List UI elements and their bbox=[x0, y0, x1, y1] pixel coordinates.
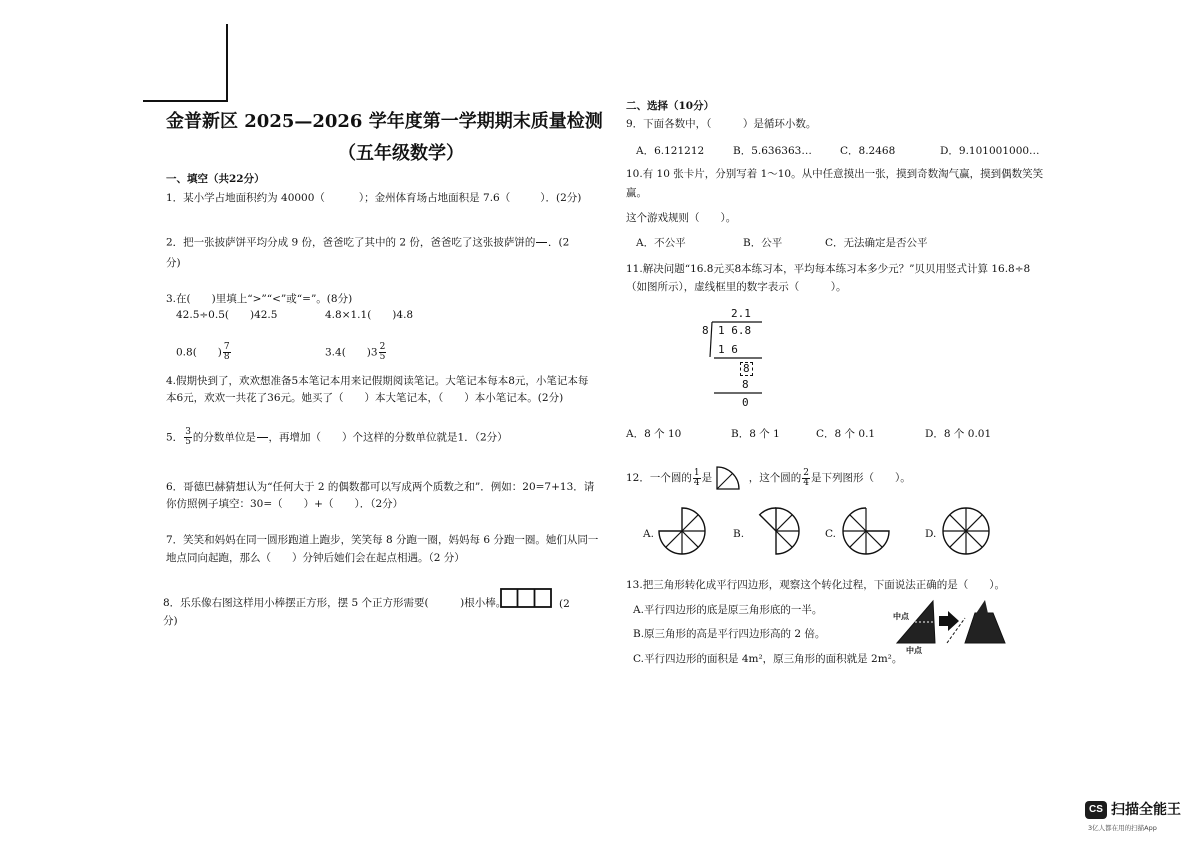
q10-line-2: 赢。 bbox=[626, 187, 647, 199]
q2-part-c: 分) bbox=[166, 257, 181, 269]
matchstick-squares-figure bbox=[500, 588, 552, 608]
scanner-logo-icon: CS bbox=[1085, 801, 1107, 819]
q5-text-1: 的分数单位是 bbox=[192, 431, 256, 444]
q11-option-a: A．8 个 10 bbox=[626, 428, 682, 440]
q3-item-3-denominator: 8 bbox=[223, 352, 230, 362]
q12-option-a-label: A. bbox=[643, 528, 654, 540]
division-remainder: 0 bbox=[742, 396, 749, 409]
q11-option-c: C．8 个 0.1 bbox=[816, 428, 876, 440]
q12-option-c-label: C. bbox=[825, 528, 836, 540]
q11-option-b: B．8 个 1 bbox=[731, 428, 780, 440]
q13-stem: 13.把三角形转化成平行四边形，观察这个转化过程，下面说法正确的是（ ）。 bbox=[626, 579, 1005, 591]
q13-option-c: C.平行四边形的面积是 4m²，原三角形的面积就是 2m²。 bbox=[633, 653, 903, 665]
q12-text-a: 12．一个圆的 bbox=[626, 472, 692, 484]
q7-line-2: 地点同向起跑，那么（ ）分钟后她们会在起点相遇。（2 分） bbox=[166, 552, 465, 564]
q11-line-1: 11.解决问题“16.8元买8本练习本，平均每本练习本多少元？”贝贝用竖式计算 16.8÷8 bbox=[626, 263, 1031, 275]
q3-item-2: 4.8×1.1( )4.8 bbox=[325, 309, 414, 321]
q12-option-c-figure bbox=[840, 505, 892, 557]
division-bracket-lines bbox=[698, 305, 768, 413]
q13-midpoint-label-1: 中点 bbox=[893, 611, 909, 621]
section1-heading: 一、填空（共22分） bbox=[166, 173, 265, 185]
q12-fraction-1-numerator: 1 bbox=[693, 467, 700, 478]
q3-item-4 bbox=[325, 343, 387, 362]
q3-item-1: 42.5÷0.5( )42.5 bbox=[176, 309, 278, 321]
scanner-tagline: 3亿人都在用的扫描App bbox=[1088, 824, 1157, 832]
division-step-1: 1 6 bbox=[718, 343, 738, 356]
division-step-2: 8 bbox=[742, 378, 749, 391]
q7-line-1: 7．笑笑和妈妈在同一圆形跑道上跑步，笑笑每 8 分跑一圈，妈妈每 6 分跑一圈。她们从同一 bbox=[166, 534, 599, 546]
q10-line-3: 这个游戏规则（ ）。 bbox=[626, 212, 737, 224]
question-5 bbox=[166, 428, 508, 447]
q1-part-a: 1．某小学占地面积约为 40000（ bbox=[166, 192, 325, 204]
q5-numerator: 3 bbox=[185, 427, 191, 437]
q12-option-b-figure bbox=[750, 505, 802, 557]
q4-line-2: 本6元，欢欢一共花了36元。她买了（ ）本大笔记本，（ ）本小笔记本。(2分) bbox=[166, 392, 564, 404]
q3-item-4-fraction bbox=[379, 343, 387, 362]
q12-option-a-figure bbox=[656, 505, 708, 557]
q11-line-2: （如图所示），虚线框里的数字表示（ ）。 bbox=[626, 281, 847, 293]
exam-title: 金普新区 2025—2026 学年度第一学期期末质量检测 bbox=[166, 111, 603, 132]
q12-option-b-label: B. bbox=[733, 528, 745, 540]
q10-line-1: 10.有 10 张卡片，分别写着 1～10。从中任意摸出一张，摸到奇数淘气赢，摸到偶数笑笑 bbox=[626, 168, 1044, 180]
question-2 bbox=[166, 233, 569, 252]
right-arrow-icon bbox=[939, 611, 959, 631]
q12-fraction-2 bbox=[802, 469, 810, 488]
q13-option-b: B.原三角形的高是平行四边形高的 2 倍。 bbox=[633, 628, 826, 640]
q13-midpoint-label-2: 中点 bbox=[906, 645, 922, 655]
q12-text-e: 是下列图形（ ）。 bbox=[811, 472, 911, 484]
division-dividend: 1 6.8 bbox=[718, 324, 752, 337]
division-divisor: 8 bbox=[702, 324, 709, 337]
question-1 bbox=[166, 191, 581, 205]
scanner-brand-name: 扫描全能王 bbox=[1111, 802, 1181, 818]
q2-part-a: 2．把一张披萨饼平均分成 9 份，爸爸吃了其中的 2 份，爸爸吃了这张披萨饼的 bbox=[166, 236, 536, 249]
q5-denominator: 5 bbox=[185, 437, 191, 447]
q12-fraction-1-denominator: 4 bbox=[693, 477, 700, 488]
q11-option-d: D．8 个 0.01 bbox=[925, 428, 992, 440]
q12-option-d-label: D. bbox=[925, 528, 937, 540]
q9-stem: 9．下面各数中，（ ）是循环小数。 bbox=[626, 118, 817, 130]
q8-line-1 bbox=[163, 596, 506, 610]
long-division-figure bbox=[698, 305, 768, 413]
q3-item-4-denominator: 5 bbox=[379, 352, 386, 362]
q6-line-2: 你仿照例子填空：30=（ ）+（ ）．（2分） bbox=[166, 498, 404, 510]
question-12 bbox=[626, 465, 911, 491]
q8-score-a: (2 bbox=[559, 598, 570, 610]
q5-text-2: ，再增加（ ）个这样的分数单位就是1．（2分） bbox=[268, 431, 508, 444]
q3-heading: 3.在( )里填上“>”“<”或“=”。(8分) bbox=[166, 293, 353, 305]
q2-part-b: ．(2 bbox=[547, 236, 570, 249]
q12-option-d-figure bbox=[940, 505, 992, 557]
q5-number: 5． bbox=[166, 431, 184, 444]
q8-score-b: 分) bbox=[163, 615, 178, 627]
q8-text: 8．乐乐像右图这样用小棒摆正方形，摆 5 个正方形需要( )根小棒。 bbox=[163, 597, 507, 609]
division-boxed-digit: 8 bbox=[740, 362, 753, 376]
division-quotient: 2.1 bbox=[731, 307, 751, 320]
q1-part-b: ）；金州体育场占地面积是 7.6（ bbox=[358, 192, 511, 204]
crop-mark-horizontal bbox=[143, 100, 228, 102]
q12-fraction-1 bbox=[693, 469, 701, 488]
q3-item-4-text: 3.4( )3 bbox=[325, 346, 378, 359]
q12-fraction-2-numerator: 2 bbox=[803, 467, 810, 478]
q12-text-b: 是 bbox=[701, 472, 713, 484]
q9-option-a: A．6.121212 bbox=[636, 145, 705, 157]
q3-item-3-text: 0.8( ) bbox=[176, 346, 222, 359]
q12-text-c: ，这个圆的 bbox=[748, 472, 802, 484]
q12-fraction-2-denominator: 4 bbox=[803, 477, 810, 488]
q10-option-c: C．无法确定是否公平 bbox=[825, 237, 928, 249]
q6-line-1: 6．哥德巴赫猜想认为“任何大于 2 的偶数都可以写成两个质数之和”．例如：20=7+13．请 bbox=[166, 481, 595, 493]
q3-item-3 bbox=[176, 343, 232, 362]
q2-blank-fraction bbox=[536, 233, 547, 252]
exam-subtitle: （五年级数学） bbox=[338, 143, 464, 164]
q3-item-3-fraction bbox=[223, 343, 231, 362]
section2-heading: 二、选择（10分） bbox=[626, 100, 715, 112]
q13-option-a: A.平行四边形的底是原三角形底的一半。 bbox=[633, 604, 823, 616]
q9-option-b: B．5.636363… bbox=[733, 145, 812, 157]
q10-option-a: A．不公平 bbox=[636, 237, 686, 249]
quarter-circle-figure bbox=[715, 465, 745, 491]
q1-part-c: ）．(2分) bbox=[540, 192, 582, 204]
q9-option-c: C．8.2468 bbox=[840, 145, 896, 157]
q3-item-4-numerator: 2 bbox=[379, 342, 386, 352]
q9-option-d: D．9.101001000… bbox=[940, 145, 1040, 157]
q5-fraction bbox=[184, 428, 192, 447]
q10-option-b: B．公平 bbox=[743, 237, 783, 249]
q3-item-3-numerator: 7 bbox=[223, 342, 230, 352]
crop-mark-vertical bbox=[226, 24, 228, 102]
q4-line-1: 4.假期快到了，欢欢想准备5本笔记本用来记假期阅读笔记。大笔记本每本8元，小笔记本每 bbox=[166, 375, 589, 387]
q5-blank-fraction bbox=[257, 428, 268, 447]
triangle-to-parallelogram-figure bbox=[885, 598, 1010, 648]
